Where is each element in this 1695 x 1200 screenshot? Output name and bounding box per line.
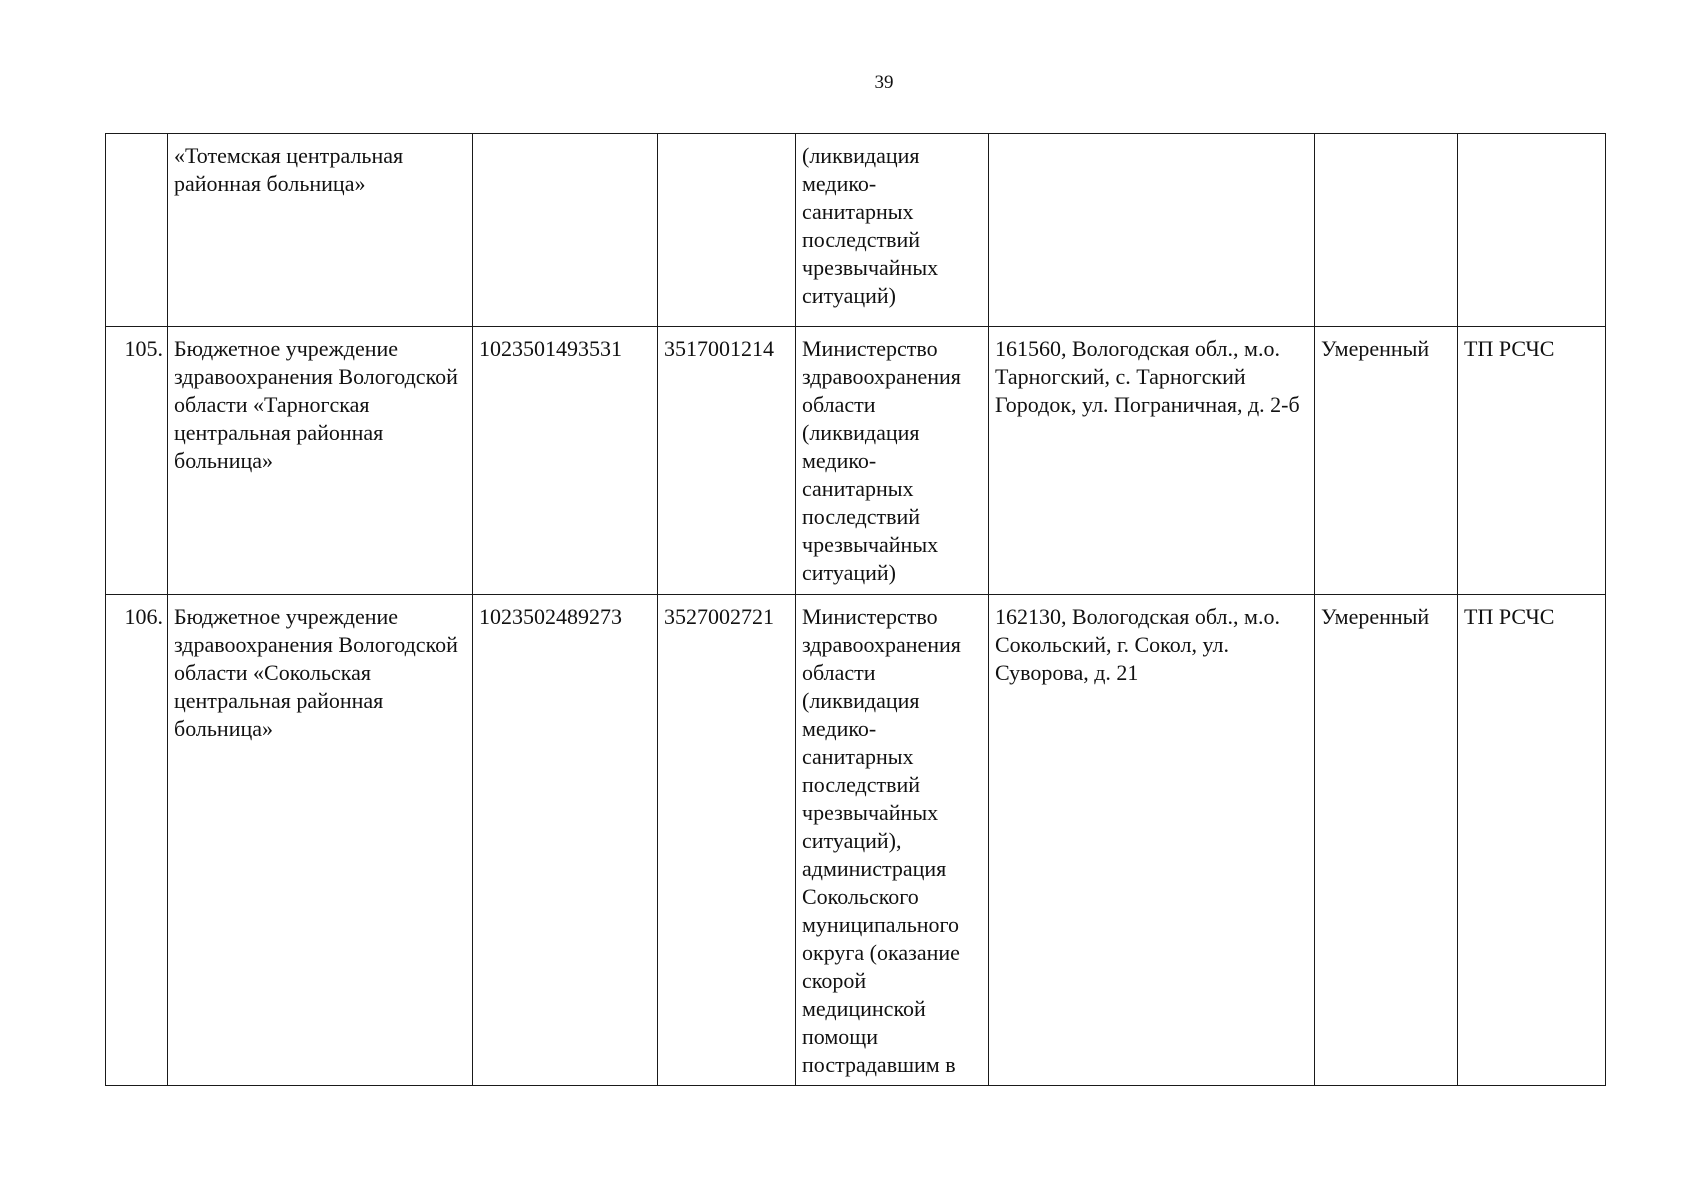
row-number-cell: 105. xyxy=(106,327,168,595)
ogrn-cell xyxy=(473,134,658,327)
registry-table xyxy=(105,133,1606,1086)
authority-cell: Министерство здравоохранения области (ликвидация медико-санитарных последствий чрезвычайных ситуаций), администрация Сокольского муниципального округа (оказание скорой медицинской помощи пострадавшим в xyxy=(796,595,989,1086)
authority-cell: (ликвидация медико-санитарных последствий чрезвычайных ситуаций) xyxy=(796,134,989,327)
ogrn-cell: 1023501493531 xyxy=(473,327,658,595)
inn-cell xyxy=(658,134,796,327)
address-cell: 161560, Вологодская обл., м.о. Тарногский, с. Тарногский Городок, ул. Пограничная, д. 2-б xyxy=(989,327,1315,595)
row-number-cell: 106. xyxy=(106,595,168,1086)
address-cell: 162130, Вологодская обл., м.о. Сокольский, г. Сокол, ул. Суворова, д. 21 xyxy=(989,595,1315,1086)
organization-name-cell: «Тотемская центральная районная больница» xyxy=(168,134,473,327)
control-body-cell: ТП РСЧС xyxy=(1458,595,1606,1086)
authority-cell: Министерство здравоохранения области (ликвидация медико-санитарных последствий чрезвычайных ситуаций) xyxy=(796,327,989,595)
risk-category-cell: Умеренный xyxy=(1315,595,1458,1086)
organization-name-cell: Бюджетное учреждение здравоохранения Вологодской области «Сокольская центральная районная больница» xyxy=(168,595,473,1086)
control-body-cell xyxy=(1458,134,1606,327)
table-row xyxy=(106,595,1606,1086)
inn-cell: 3527002721 xyxy=(658,595,796,1086)
table-row xyxy=(106,134,1606,327)
ogrn-cell: 1023502489273 xyxy=(473,595,658,1086)
risk-category-cell xyxy=(1315,134,1458,327)
inn-cell: 3517001214 xyxy=(658,327,796,595)
table-row xyxy=(106,327,1606,595)
row-number-cell xyxy=(106,134,168,327)
control-body-cell: ТП РСЧС xyxy=(1458,327,1606,595)
risk-category-cell: Умеренный xyxy=(1315,327,1458,595)
organization-name-cell: Бюджетное учреждение здравоохранения Вологодской области «Тарногская центральная районная больница» xyxy=(168,327,473,595)
address-cell xyxy=(989,134,1315,327)
page-number: 39 xyxy=(874,72,894,93)
